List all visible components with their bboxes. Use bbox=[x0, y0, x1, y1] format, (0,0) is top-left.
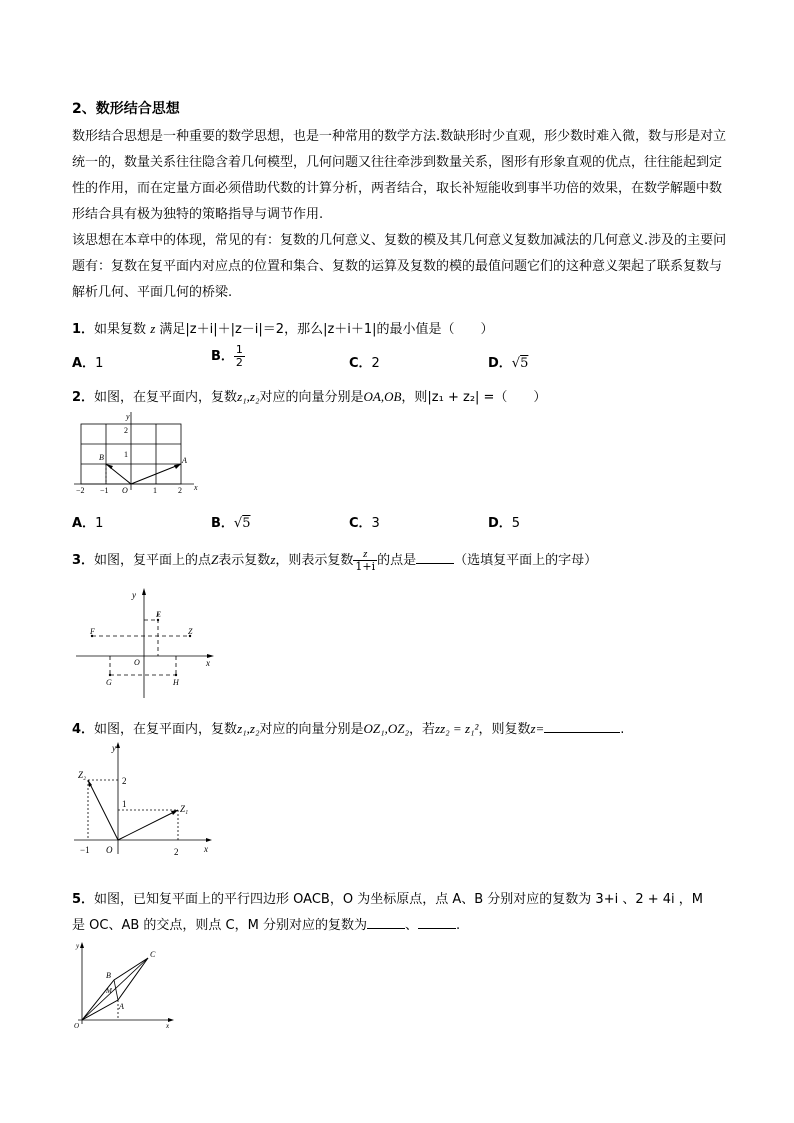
q2-label-neg2: −2 bbox=[76, 486, 85, 494]
q1-option-c: C．2 bbox=[349, 356, 380, 371]
q5-label-a: A bbox=[119, 1002, 124, 1011]
q4-label-x: x bbox=[204, 844, 208, 854]
section-title: 2、数形结合思想 bbox=[72, 101, 180, 117]
q2-label-neg1: −1 bbox=[100, 486, 109, 494]
q2-label-o: O bbox=[122, 486, 128, 494]
q3-label-z: Z bbox=[188, 627, 193, 636]
q3-label-o: O bbox=[134, 658, 140, 667]
intro-paragraph-2: 该思想在本章中的体现，常见的有：复数的几何意义、复数的模及其几何意义复数加减法的几何意义.涉及的主要问题有：复数在复平面内对应点的位置和集合、复数的运算及复数的模的最值问题它们的这种意义架起了联系复数与解析几何、平面几何的桥梁. bbox=[72, 233, 727, 300]
q5-figure bbox=[72, 936, 176, 1030]
question-5-line-1: 5．如图，已知复平面上的平行四边形 OACB，O 为坐标原点，点 A、B 分别对应的复数为 3+i 、2 + 4i ，M bbox=[72, 892, 703, 907]
q2-label-b: B bbox=[99, 453, 104, 462]
q5-label-x: x bbox=[166, 1022, 170, 1030]
q2-option-b: B．√5 bbox=[211, 516, 251, 531]
q3-label-g: G bbox=[106, 678, 112, 687]
q4-label-x2: 2 bbox=[174, 847, 179, 857]
q2-label-a: A bbox=[182, 456, 187, 465]
q4-label-z2: Z₂ bbox=[78, 770, 87, 780]
q2-option-a: A．1 bbox=[72, 516, 104, 531]
q3-label-h: H bbox=[173, 678, 179, 687]
question-1: 1．如果复数 z 满足|z＋i|＋|z－i|＝2，那么|z＋i＋1|的最小值是（ ） bbox=[72, 321, 494, 337]
q5-label-o: O bbox=[74, 1022, 80, 1030]
q2-label-x: x bbox=[194, 483, 198, 492]
q4-label-neg1: −1 bbox=[80, 845, 90, 855]
question-2: 2．如图，在复平面内，复数z₁,z₂对应的向量分别是OA,OB，则|z₁ + z₂| =（ ） bbox=[72, 389, 547, 405]
q5-label-c: C bbox=[150, 950, 156, 959]
intro-paragraph-1: 数形结合思想是一种重要的数学思想，也是一种常用的数学方法.数缺形时少直观，形少数时难入微，数与形是对立统一的，数量关系往往隐含着几何模型，几何问题又往往牵涉到数量关系，图形有形象直观的优点，往往能起到定性的作用，而在定量方面必须借助代数的计算分析，两者结合，取长补短能收到事半功倍的效果，在数学解题中数形结合具有极为独特的策略指导与调节作用. bbox=[72, 129, 727, 222]
q2-label-2: 2 bbox=[124, 426, 128, 435]
q3-label-y: y bbox=[132, 590, 136, 600]
q2-arrow-a bbox=[174, 464, 181, 469]
q4-label-y: y bbox=[112, 743, 116, 753]
q4-label-1: 1 bbox=[122, 799, 127, 809]
q1-option-a: A．1 bbox=[72, 356, 104, 371]
q4-label-z1: Z₁ bbox=[180, 804, 189, 814]
q5-label-y: y bbox=[76, 942, 80, 950]
q3-label-x: x bbox=[206, 658, 210, 668]
q4-label-o: O bbox=[106, 845, 113, 855]
q4-figure bbox=[72, 742, 222, 860]
question-3: 3．如图，复平面上的点Z表示复数z，则表示复数 $\frac{z}{1+i}$ 的点是 （选填复平面上的字母） bbox=[72, 548, 598, 573]
q3-figure bbox=[76, 584, 216, 700]
question-5-line-2: 是 OC、AB 的交点，则点 C，M 分别对应的复数为 、 . bbox=[72, 918, 461, 933]
q1-option-b: B． $\frac{1}{2}$ bbox=[211, 343, 243, 369]
q3-label-e: E bbox=[156, 610, 161, 619]
q3-label-f: F bbox=[90, 627, 95, 636]
q5-label-m: M bbox=[106, 987, 112, 995]
q2-label-y: y bbox=[126, 412, 130, 421]
q2-option-d: D．5 bbox=[488, 516, 521, 531]
q2-label-x1: 1 bbox=[153, 486, 157, 494]
q2-option-c: C．3 bbox=[349, 516, 380, 531]
q1-option-d: D．√5 bbox=[488, 356, 529, 371]
q5-label-b: B bbox=[106, 971, 111, 980]
question-4: 4．如图，在复平面内，复数z₁,z₂对应的向量分别是OZ₁,OZ₂，若zz₂ = z₁²，则复数z= . bbox=[72, 721, 625, 737]
q2-label-x2: 2 bbox=[178, 486, 182, 494]
q4-label-2: 2 bbox=[122, 776, 127, 786]
q2-label-1: 1 bbox=[124, 450, 128, 459]
q2-figure bbox=[74, 410, 204, 494]
